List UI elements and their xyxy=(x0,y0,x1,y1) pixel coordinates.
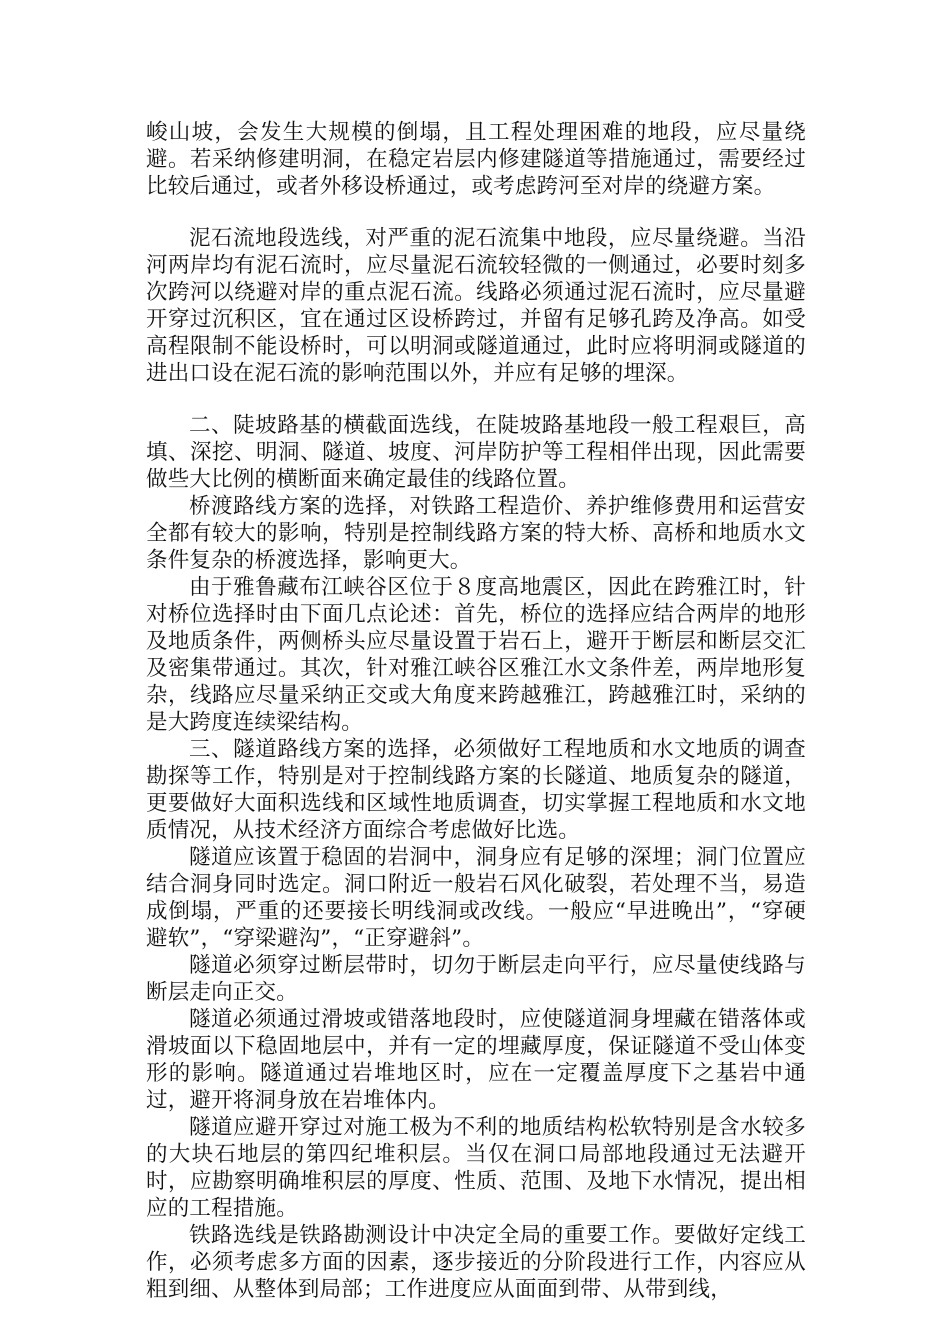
paragraph-tunnel-position: 隧道应该置于稳固的岩洞中，洞身应有足够的深埋；洞门位置应结合洞身同时选定。洞口附近一般岩石风化破裂，若处理不当，易造成倒塌，严重的还要接长明线洞或改线。一般应“早进晚出”，“穿硬避软”，“穿梁避沟”，“正穿避斜”。 xyxy=(146,845,806,951)
paragraph-bridge-route: 桥渡路线方案的选择，对铁路工程造价、养护维修费用和运营安全都有较大的影响，特别是控制线路方案的特大桥、高桥和地质水文条件复杂的桥渡选择，影响更大。 xyxy=(146,494,806,573)
paragraph-quaternary: 隧道应避开穿过对施工极为不利的地质结构松软特别是含水较多的大块石地层的第四纪堆积层。当仅在洞口局部地段通过无法避开时，应勘察明确堆积层的厚度、性质、范围、及地下水情况，提出相应的工程措施。 xyxy=(146,1115,806,1221)
paragraph-cross-section: 二、陡坡路基的横截面选线，在陡坡路基地段一般工程艰巨，高填、深挖、明洞、隧道、坡度、河岸防护等工程相伴出现，因此需要做些大比例的横断面来确定最佳的线路位置。 xyxy=(146,413,806,492)
paragraph-yarlung-bridge: 由于雅鲁藏布江峡谷区位于８度高地震区，因此在跨雅江时，针对桥位选择时由下面几点论述：首先，桥位的选择应结合两岸的地形及地质条件，两侧桥头应尽量设置于岩石上，避开于断层和断层交汇及密集带通过。其次，针对雅江峡谷区雅江水文条件差，两岸地形复杂，线路应尽量采纳正交或大角度来跨越雅江，跨越雅江时，采纳的是大跨度连续梁结构。 xyxy=(146,575,806,735)
paragraph-fault-zone: 隧道必须穿过断层带时，切勿于断层走向平行，应尽量使线路与断层走向正交。 xyxy=(146,953,806,1005)
document-body xyxy=(146,119,806,1303)
paragraph-debris-flow: 泥石流地段选线，对严重的泥石流集中地段，应尽量绕避。当沿河两岸均有泥石流时，应尽量泥石流较轻微的一侧通过，必要时刻多次跨河以绕避对岸的重点泥石流。线路必须通过泥石流时，应尽量避开穿过沉积区，宜在通过区设桥跨过，并留有足够孔跨及净高。如受高程限制不能设桥时，可以明洞或隧道通过，此时应将明洞或隧道的进出口设在泥石流的影响范围以外，并应有足够的埋深。 xyxy=(146,226,806,386)
paragraph-tunnel-route: 三、隧道路线方案的选择，必须做好工程地质和水文地质的调查勘探等工作，特别是对于控制线路方案的长隧道、地质复杂的隧道，更要做好大面积选线和区域性地质调查，切实掌握工程地质和水文地质情况，从技术经济方面综合考虑做好比选。 xyxy=(146,737,806,843)
paragraph-steep-slope: 峻山坡，会发生大规模的倒塌，且工程处理困难的地段，应尽量绕避。若采纳修建明洞，在稳定岩层内修建隧道等措施通过，需要经过比较后通过，或者外移设桥通过，或考虑跨河至对岸的绕避方案。 xyxy=(146,120,806,199)
paragraph-gap xyxy=(146,200,806,225)
paragraph-route-selection: 铁路选线是铁路勘测设计中决定全局的重要工作。要做好定线工作，必须考虑多方面的因素，逐步接近的分阶段进行工作，内容应从粗到细、从整体到局部；工作进度应从面面到带、从带到线， xyxy=(146,1223,806,1302)
paragraph-gap xyxy=(146,387,806,412)
paragraph-landslide: 隧道必须通过滑坡或错落地段时，应使隧道洞身埋藏在错落体或滑坡面以下稳固地层中，并有一定的埋藏厚度，保证隧道不受山体变形的影响。隧道通过岩堆地区时，应在一定覆盖厚度下之基岩中通过，避开将洞身放在岩堆体内。 xyxy=(146,1007,806,1113)
